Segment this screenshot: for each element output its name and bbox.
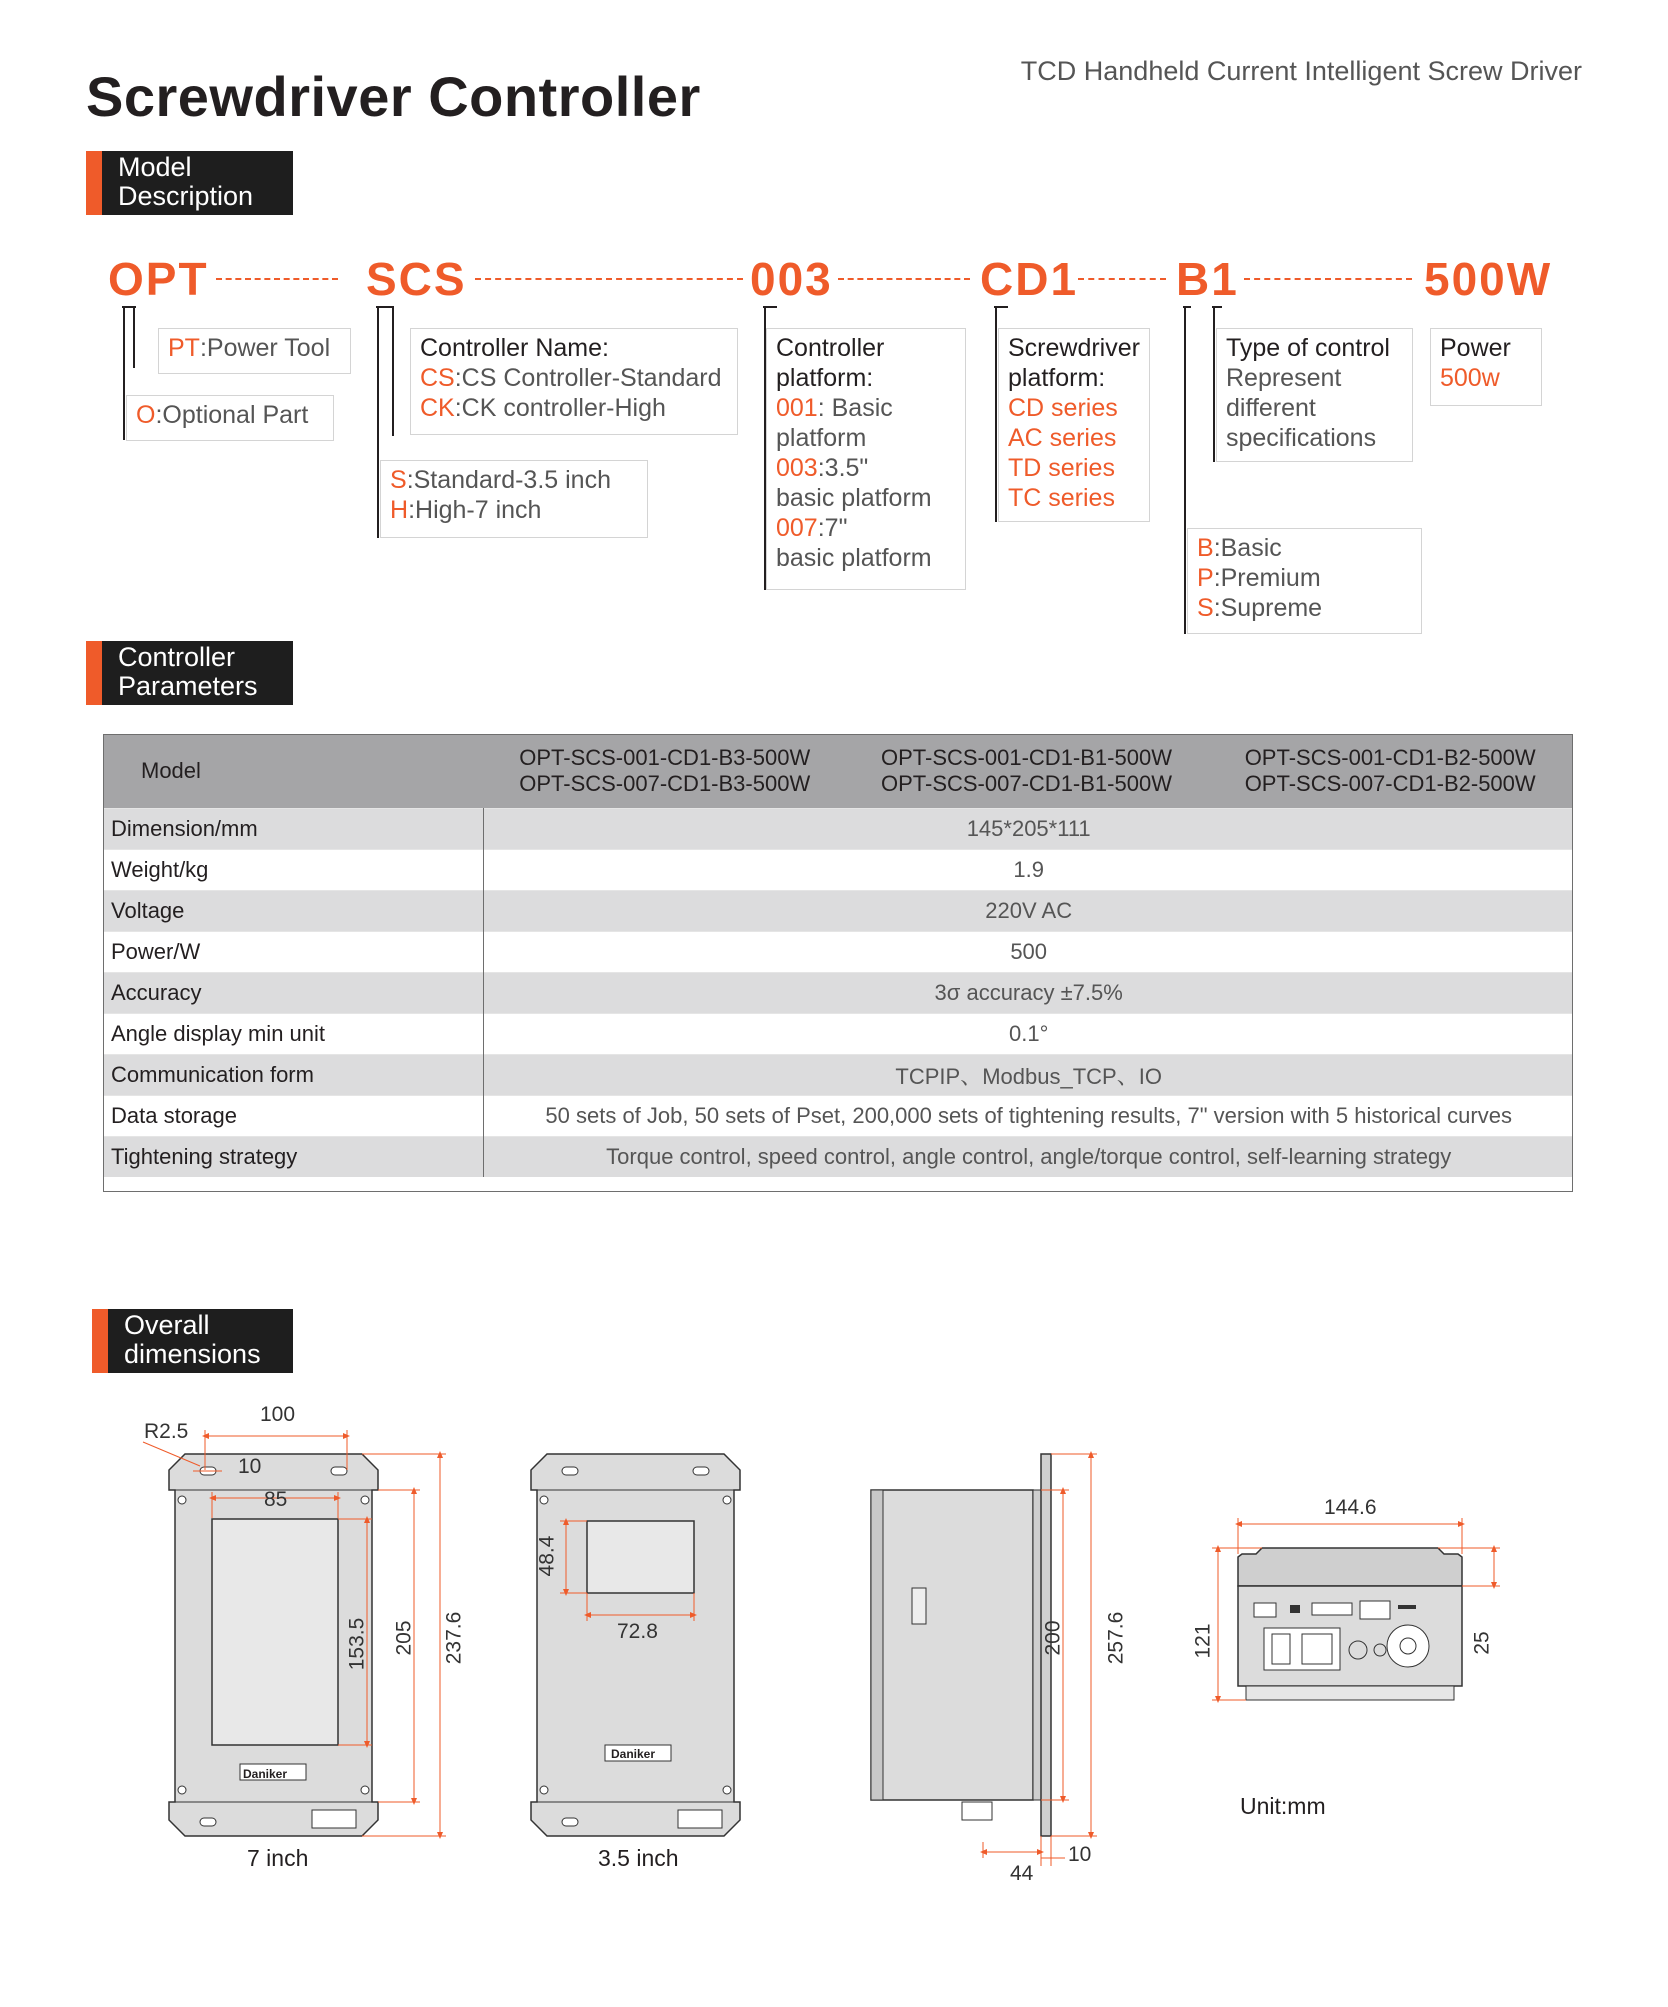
connector-line [377, 306, 379, 538]
table-row [103, 1014, 1573, 1055]
table-row [103, 891, 1573, 932]
dim-label-screen-width: 85 [264, 1488, 288, 1511]
section-title: Model Description [118, 152, 254, 211]
connector-line [995, 306, 997, 522]
row-label: Tightening strategy [103, 1137, 484, 1178]
connector-line [1213, 306, 1215, 462]
dash-connector [475, 278, 743, 280]
code-segment-scs: SCS [366, 253, 467, 305]
table-row [103, 932, 1573, 973]
code-segment-opt: OPT [108, 253, 209, 305]
row-value: 3σ accuracy ±7.5% [484, 973, 1573, 1014]
connector-line [994, 306, 1008, 308]
row-label: Voltage [103, 891, 484, 932]
row-value: 50 sets of Job, 50 sets of Pset, 200,000 sets of tightening results, 7" version with 5 historical curves [484, 1096, 1573, 1137]
connector-line [763, 306, 777, 308]
box-size: S:Standard-3.5 inch H:High-7 inch [380, 460, 648, 538]
row-value: TCPIP、Modbus_TCP、IO [484, 1055, 1573, 1096]
dim-label-screen-width: 72.8 [617, 1620, 658, 1643]
row-label: Communication form [103, 1055, 484, 1096]
row-value: 500 [484, 932, 1573, 973]
row-label: Weight/kg [103, 850, 484, 891]
row-value: 220V AC [484, 891, 1573, 932]
table-header-row [103, 734, 1573, 809]
table-row [103, 850, 1573, 891]
caption-7-inch: 7 inch [247, 1845, 309, 1871]
table-row [103, 1055, 1573, 1096]
code-segment-500w: 500W [1424, 253, 1553, 305]
dim-label-hole: 10 [238, 1455, 262, 1478]
section-title: Controller Parameters [118, 642, 258, 701]
dim-label-body-height: 205 [392, 1620, 416, 1656]
caption-3-5-inch: 3.5 inch [598, 1845, 679, 1871]
header-model-column: OPT-SCS-001-CD1-B2-500W OPT-SCS-007-CD1-B2-500W [1207, 734, 1573, 809]
dim-label-depth: 44 [1010, 1862, 1034, 1885]
parameters-table [103, 734, 1573, 1177]
row-label: Data storage [103, 1096, 484, 1137]
page-title: Screwdriver Controller [86, 65, 701, 128]
dim-label-total-height: 237.6 [442, 1611, 466, 1665]
dash-connector [838, 278, 970, 280]
dim-label-hole-spacing: 100 [260, 1403, 296, 1426]
section-accent-bar [92, 1309, 108, 1373]
row-value: 0.1° [484, 1014, 1573, 1055]
row-value: 145*205*111 [484, 809, 1573, 850]
dash-connector [1244, 278, 1412, 280]
code-segment-cd1: CD1 [980, 253, 1079, 305]
row-label: Dimension/mm [103, 809, 484, 850]
dim-label-height: 121 [1191, 1623, 1215, 1659]
page-subtitle: TCD Handheld Current Intelligent Screw Driver [1020, 56, 1582, 86]
dim-label-radius: R2.5 [144, 1420, 189, 1443]
drawing-bottom-view [1212, 1518, 1500, 1700]
connector-line [123, 306, 125, 440]
header-model-column: OPT-SCS-001-CD1-B3-500W OPT-SCS-007-CD1-B3-500W [484, 734, 846, 809]
connector-line [1212, 306, 1222, 308]
row-label: Power/W [103, 932, 484, 973]
connector-line [1184, 306, 1186, 634]
box-pt: PT:Power Tool [158, 328, 351, 374]
brand-logo: Daniker [611, 1747, 656, 1761]
dim-label-screen-height: 48.4 [535, 1535, 559, 1577]
table-row [103, 809, 1573, 850]
box-grade: B:Basic P:Premium S:Supreme [1187, 528, 1422, 634]
unit-label: Unit:mm [1240, 1793, 1326, 1819]
box-screwdriver-platform: Screwdriver platform: CD series AC series TD series TC series [998, 328, 1150, 522]
drawing-3-5-inch-front [531, 1454, 740, 1836]
row-label: Angle display min unit [103, 1014, 484, 1055]
code-segment-b1: B1 [1176, 253, 1239, 305]
connector-line [392, 306, 394, 436]
dash-connector [216, 278, 338, 280]
section-header-controller-parameters [86, 641, 293, 705]
header-model-column: OPT-SCS-001-CD1-B1-500W OPT-SCS-007-CD1-B1-500W [846, 734, 1208, 809]
section-title: Overall dimensions [124, 1310, 261, 1369]
connector-line [122, 306, 136, 308]
box-power: Power 500w [1430, 328, 1542, 406]
box-platform: Controller platform: 001: Basic platform 003:3.5" basic platform 007:7" basic platform [766, 328, 966, 590]
row-value: 1.9 [484, 850, 1573, 891]
brand-logo: Daniker [243, 1767, 288, 1781]
table-row [103, 1096, 1573, 1137]
section-header-overall-dimensions [92, 1309, 293, 1373]
header-model-label: Model [103, 734, 484, 809]
code-segment-003: 003 [750, 253, 833, 305]
dim-label-screen-height: 153.5 [345, 1617, 369, 1671]
section-accent-bar [86, 151, 102, 215]
row-value: Torque control, speed control, angle control, angle/torque control, self-learning strategy [484, 1137, 1573, 1178]
dim-label-top: 25 [1470, 1631, 1494, 1655]
box-optional: O:Optional Part [126, 395, 334, 441]
connector-line [1183, 306, 1191, 308]
table-row [103, 973, 1573, 1014]
dim-label-body-height: 200 [1041, 1620, 1065, 1656]
dash-connector [1078, 278, 1166, 280]
section-accent-bar [86, 641, 102, 705]
dim-label-total-height: 257.6 [1104, 1611, 1128, 1665]
table-row [103, 1137, 1573, 1178]
dim-label-width: 144.6 [1324, 1496, 1377, 1519]
connector-line [376, 306, 394, 308]
box-controller-name: Controller Name: CS:CS Controller-Standard CK:CK controller-High [410, 328, 738, 435]
connector-line [133, 306, 135, 368]
drawing-side-view [871, 1454, 1097, 1866]
box-control-type: Type of control Represent different specifications [1216, 328, 1413, 462]
section-header-model-description [86, 151, 293, 215]
dim-label-flange: 10 [1068, 1843, 1092, 1866]
row-label: Accuracy [103, 973, 484, 1014]
